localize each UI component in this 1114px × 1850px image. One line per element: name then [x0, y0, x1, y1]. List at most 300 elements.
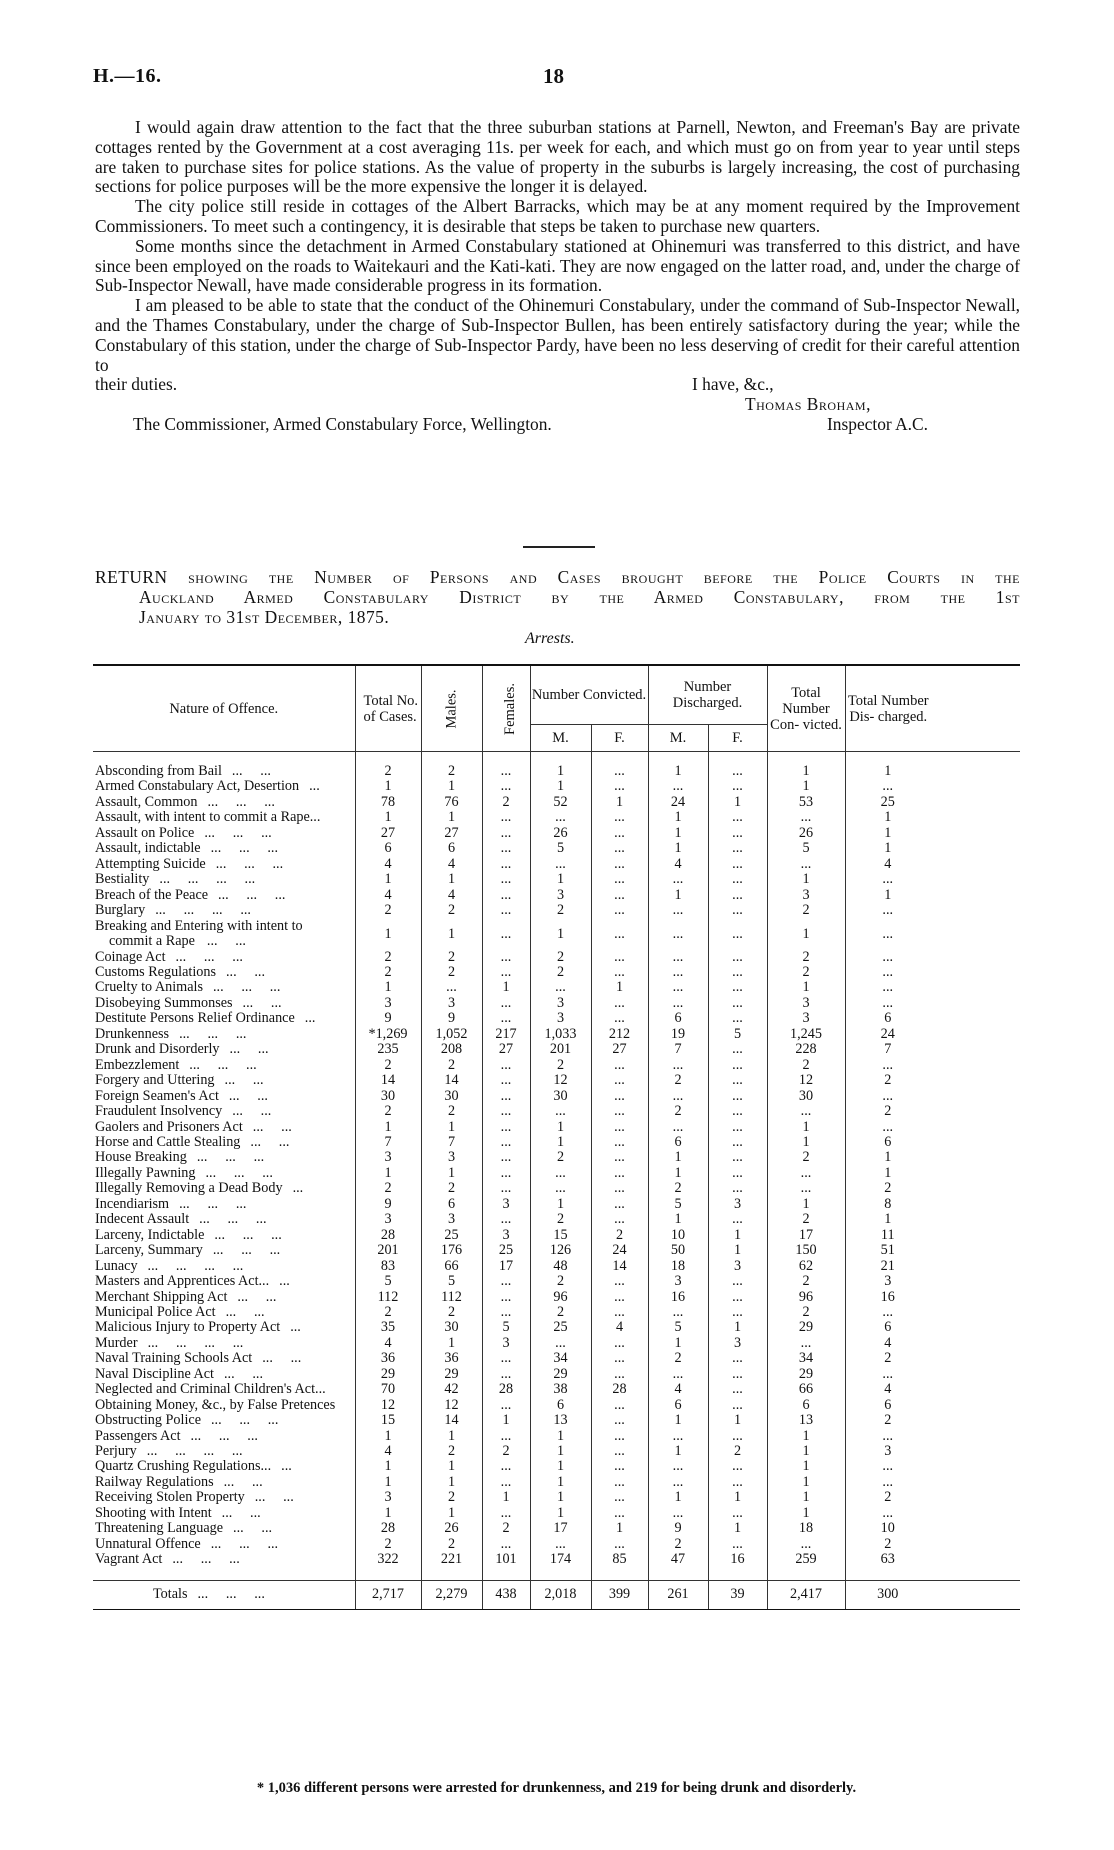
- section-divider: [523, 546, 595, 548]
- cell-offence: [93, 872, 355, 887]
- cell-convicted-m: 2: [530, 903, 591, 918]
- header-convicted: Number Convicted.: [530, 666, 648, 725]
- cell-convicted-f: ...: [591, 1351, 648, 1366]
- cell-convicted-m: 2: [530, 965, 591, 980]
- cell-total-convicted: 2: [767, 1274, 845, 1289]
- cell-total-convicted: 13: [767, 1413, 845, 1428]
- cell-total-cases: 3: [355, 1490, 421, 1505]
- cell-total-convicted: 29: [767, 1320, 845, 1335]
- cell-convicted-f: ...: [591, 1490, 648, 1505]
- cell-males: 66: [421, 1259, 482, 1274]
- cell-females: 3: [482, 1228, 530, 1243]
- table-row: [93, 1135, 1020, 1150]
- cell-convicted-m: 17: [530, 1521, 591, 1536]
- cell-discharged-m: 1: [648, 1490, 708, 1505]
- cell-total-cases: 35: [355, 1320, 421, 1335]
- cell-discharged-m: 4: [648, 857, 708, 872]
- leader-dots: ... ... ... ...: [147, 1258, 244, 1274]
- cell-convicted-m: 26: [530, 826, 591, 841]
- cell-males: 2: [421, 1537, 482, 1552]
- cell-discharged-m: 1: [648, 1150, 708, 1165]
- cell-males: 1: [421, 1459, 482, 1474]
- cell-convicted-m: 2: [530, 1305, 591, 1320]
- cell-total-discharged: ...: [845, 872, 1020, 887]
- report-code: H.—16.: [93, 65, 162, 87]
- cell-convicted-f: ...: [591, 1104, 648, 1119]
- cell-total-cases: 83: [355, 1259, 421, 1274]
- cell-males: 1: [421, 1166, 482, 1181]
- offence-name-line: commit a Rape: [109, 933, 195, 950]
- cell-convicted-m: 2: [530, 1212, 591, 1227]
- cell-total-convicted: 96: [767, 1290, 845, 1305]
- cell-convicted-f: 24: [591, 1243, 648, 1258]
- cell-total-convicted: 2: [767, 950, 845, 965]
- cell-total-cases: 322: [355, 1552, 421, 1567]
- offence-name: Armed Constabulary Act, Desertion: [95, 779, 300, 795]
- cell-discharged-m: 6: [648, 1135, 708, 1150]
- return-title-line: Auckland Armed Constabulary District by the Armed Constabulary, from the 1st: [139, 587, 1020, 607]
- leader-dots: ... ...: [206, 933, 246, 950]
- cell-convicted-m: 12: [530, 1073, 591, 1088]
- cell-total-convicted: 26: [767, 826, 845, 841]
- cell-males: 5: [421, 1274, 482, 1289]
- cell-males: 3: [421, 1212, 482, 1227]
- table-row: [93, 779, 1020, 794]
- offence-name: Gaolers and Prisoners Act: [95, 1119, 243, 1135]
- table-row: [93, 1150, 1020, 1165]
- cell-total-cases: 201: [355, 1243, 421, 1258]
- offence-name: Coinage Act: [95, 949, 166, 965]
- cell-convicted-m: ...: [530, 857, 591, 872]
- cell-offence: [93, 1580, 355, 1609]
- table-row: [93, 1382, 1020, 1397]
- table-row: [93, 1027, 1020, 1042]
- cell-discharged-f: 1: [708, 1413, 767, 1428]
- leader-dots: ... ... ...: [212, 1243, 281, 1259]
- cell-total-discharged: 25: [845, 795, 1020, 810]
- cell-offence: [93, 888, 355, 903]
- cell-convicted-f: ...: [591, 1367, 648, 1382]
- cell-convicted-f: ...: [591, 1197, 648, 1212]
- cell-offence: [93, 1228, 355, 1243]
- header-total-cases: Total No. of Cases.: [355, 666, 421, 752]
- cell-total-cases: 12: [355, 1398, 421, 1413]
- cell-males: 26: [421, 1521, 482, 1536]
- cell-males: 27: [421, 826, 482, 841]
- leader-dots: ... ... ... ...: [146, 1444, 243, 1460]
- cell-total-cases: 1: [355, 1166, 421, 1181]
- leader-dots: ... ... ...: [211, 1413, 279, 1429]
- cell-females: ...: [482, 996, 530, 1011]
- cell-females: ...: [482, 1089, 530, 1104]
- cell-females: ...: [482, 826, 530, 841]
- cell-offence: [93, 1027, 355, 1042]
- offence-name: Drunkenness: [95, 1026, 170, 1042]
- return-title: [95, 567, 1020, 627]
- cell-males: 2,279: [421, 1580, 482, 1609]
- cell-discharged-m: 5: [648, 1320, 708, 1335]
- cell-convicted-f: ...: [591, 1166, 648, 1181]
- table-row: [93, 1073, 1020, 1088]
- leader-dots: ... ... ...: [179, 1196, 247, 1212]
- leader-dots: ... ...: [223, 1474, 263, 1490]
- cell-offence: [93, 1336, 355, 1351]
- cell-convicted-m: 96: [530, 1290, 591, 1305]
- cell-total-cases: 1: [355, 1459, 421, 1474]
- cell-females: 1: [482, 980, 530, 995]
- cell-discharged-m: 1: [648, 1212, 708, 1227]
- cell-discharged-f: ...: [708, 1274, 767, 1289]
- cell-discharged-f: 3: [708, 1336, 767, 1351]
- cell-convicted-f: ...: [591, 903, 648, 918]
- offence-name: Disobeying Summonses: [95, 995, 233, 1011]
- offence-name: Assault, indictable: [95, 841, 201, 857]
- cell-convicted-f: ...: [591, 810, 648, 825]
- cell-total-discharged: 6: [845, 1135, 1020, 1150]
- cell-convicted-m: 1: [530, 1120, 591, 1135]
- leader-dots: ...: [281, 1459, 292, 1475]
- leader-dots: ... ... ...: [199, 1212, 267, 1228]
- cell-total-discharged: 4: [845, 1382, 1020, 1397]
- cell-discharged-m: 2: [648, 1537, 708, 1552]
- cell-total-discharged: 1: [845, 1166, 1020, 1181]
- cell-discharged-m: ...: [648, 779, 708, 794]
- cell-females: 2: [482, 1444, 530, 1459]
- cell-offence: [93, 1042, 355, 1057]
- cell-discharged-m: ...: [648, 1367, 708, 1382]
- table-row: [93, 1228, 1020, 1243]
- cell-total-discharged: 21: [845, 1259, 1020, 1274]
- table-gap-row: [93, 1568, 1020, 1581]
- cell-females: 2: [482, 1521, 530, 1536]
- cell-total-convicted: 18: [767, 1521, 845, 1536]
- cell-convicted-m: 3: [530, 1011, 591, 1026]
- cell-discharged-f: ...: [708, 1459, 767, 1474]
- leader-dots: ... ... ...: [179, 1026, 247, 1042]
- cell-males: 1: [421, 1429, 482, 1444]
- offence-name: Neglected and Criminal Children's Act...: [95, 1382, 326, 1398]
- offence-name: Obstructing Police: [95, 1413, 201, 1429]
- cell-total-discharged: 4: [845, 1336, 1020, 1351]
- leader-dots: ... ... ...: [210, 1536, 279, 1552]
- cell-convicted-m: 48: [530, 1259, 591, 1274]
- cell-convicted-f: ...: [591, 950, 648, 965]
- cell-total-discharged: 3: [845, 1274, 1020, 1289]
- leader-dots: ...: [279, 1274, 290, 1290]
- offence-name: Assault on Police: [95, 825, 195, 841]
- table-caption: Arrests.: [525, 630, 575, 647]
- offence-name: Lunacy: [95, 1258, 138, 1274]
- cell-discharged-m: ...: [648, 1305, 708, 1320]
- cell-discharged-f: ...: [708, 826, 767, 841]
- cell-total-convicted: 53: [767, 795, 845, 810]
- cell-offence: [93, 965, 355, 980]
- cell-total-cases: 28: [355, 1228, 421, 1243]
- offence-name: Larceny, Indictable: [95, 1227, 205, 1243]
- cell-females: ...: [482, 1150, 530, 1165]
- cell-offence: [93, 1135, 355, 1150]
- cell-total-cases: 3: [355, 996, 421, 1011]
- table-row: [93, 1351, 1020, 1366]
- leader-dots: ... ...: [226, 964, 266, 980]
- cell-total-discharged: 63: [845, 1552, 1020, 1567]
- cell-females: ...: [482, 1120, 530, 1135]
- cell-discharged-f: ...: [708, 1104, 767, 1119]
- cell-females: 5: [482, 1320, 530, 1335]
- cell-total-discharged: 1: [845, 764, 1020, 779]
- cell-discharged-f: ...: [708, 841, 767, 856]
- return-title-line: January to 31st December, 1875.: [139, 607, 390, 627]
- cell-convicted-m: ...: [530, 810, 591, 825]
- cell-convicted-m: 1: [530, 779, 591, 794]
- cell-females: ...: [482, 1398, 530, 1413]
- cell-total-cases: 1: [355, 810, 421, 825]
- cell-males: 2: [421, 764, 482, 779]
- cell-convicted-m: 1: [530, 1135, 591, 1150]
- cell-offence: [93, 1382, 355, 1397]
- cell-males: 2: [421, 1305, 482, 1320]
- cell-females: ...: [482, 1011, 530, 1026]
- cell-convicted-f: ...: [591, 1413, 648, 1428]
- cell-total-convicted: ...: [767, 857, 845, 872]
- cell-total-discharged: 8: [845, 1197, 1020, 1212]
- cell-total-cases: 36: [355, 1351, 421, 1366]
- cell-total-discharged: 1: [845, 826, 1020, 841]
- cell-discharged-f: ...: [708, 1011, 767, 1026]
- cell-discharged-f: ...: [708, 764, 767, 779]
- leader-dots: [335, 1398, 345, 1413]
- cell-males: 9: [421, 1011, 482, 1026]
- cell-discharged-m: ...: [648, 1506, 708, 1521]
- cell-females: ...: [482, 1135, 530, 1150]
- cell-convicted-f: ...: [591, 872, 648, 887]
- cell-offence: [93, 903, 355, 918]
- cell-convicted-m: 6: [530, 1398, 591, 1413]
- cell-total-discharged: 16: [845, 1290, 1020, 1305]
- addressee-row: [95, 415, 1020, 435]
- cell-convicted-m: 174: [530, 1552, 591, 1567]
- cell-offence: [93, 1120, 355, 1135]
- offence-name: Quartz Crushing Regulations...: [95, 1459, 272, 1475]
- closing-row: [95, 375, 1020, 395]
- cell-females: 1: [482, 1413, 530, 1428]
- cell-convicted-m: 2: [530, 950, 591, 965]
- table-row: [93, 996, 1020, 1011]
- table-row: [93, 1521, 1020, 1536]
- cell-offence: [93, 1011, 355, 1026]
- table-row: [93, 1011, 1020, 1026]
- cell-males: 25: [421, 1228, 482, 1243]
- cell-offence: [93, 1089, 355, 1104]
- cell-discharged-f: 5: [708, 1027, 767, 1042]
- cell-females: ...: [482, 1305, 530, 1320]
- cell-discharged-f: ...: [708, 1058, 767, 1073]
- cell-females: ...: [482, 1073, 530, 1088]
- cell-offence: [93, 1305, 355, 1320]
- cell-discharged-m: 261: [648, 1580, 708, 1609]
- cell-discharged-m: 9: [648, 1521, 708, 1536]
- cell-convicted-f: ...: [591, 841, 648, 856]
- cell-convicted-f: 27: [591, 1042, 648, 1057]
- cell-offence: [93, 980, 355, 995]
- cell-females: ...: [482, 1351, 530, 1366]
- cell-discharged-f: ...: [708, 1506, 767, 1521]
- table-row: [93, 1089, 1020, 1104]
- offence-name: Totals: [153, 1585, 188, 1602]
- cell-males: 1: [421, 1336, 482, 1351]
- leader-dots: ... ...: [242, 995, 282, 1011]
- addressee: The Commissioner, Armed Constabulary Force, Wellington.: [133, 414, 552, 435]
- cell-total-cases: 1: [355, 919, 421, 950]
- cell-males: 76: [421, 795, 482, 810]
- cell-total-convicted: ...: [767, 810, 845, 825]
- cell-discharged-f: 3: [708, 1259, 767, 1274]
- offence-name: Breach of the Peace: [95, 887, 209, 903]
- header-males: Males.: [421, 666, 482, 752]
- cell-discharged-m: 6: [648, 1398, 708, 1413]
- leader-dots: ... ...: [232, 1104, 272, 1120]
- leader-dots: ... ... ... ...: [155, 903, 251, 919]
- table-row: [93, 1537, 1020, 1552]
- cell-males: 2: [421, 1444, 482, 1459]
- table-row: [93, 1212, 1020, 1227]
- cell-total-cases: 9: [355, 1197, 421, 1212]
- offence-name: Vagrant Act: [95, 1552, 163, 1568]
- cell-discharged-m: 2: [648, 1181, 708, 1196]
- cell-discharged-f: ...: [708, 1166, 767, 1181]
- cell-total-cases: 2: [355, 950, 421, 965]
- leader-dots: ... ...: [254, 1490, 294, 1506]
- cell-total-discharged: ...: [845, 779, 1020, 794]
- cell-females: ...: [482, 810, 530, 825]
- cell-discharged-f: ...: [708, 965, 767, 980]
- cell-convicted-m: 2,018: [530, 1580, 591, 1609]
- return-title-line: RETURN showing the Number of Persons and Cases brought before the Police Courts in the: [95, 567, 1020, 587]
- cell-convicted-m: 15: [530, 1228, 591, 1243]
- cell-males: 6: [421, 1197, 482, 1212]
- cell-convicted-f: ...: [591, 1398, 648, 1413]
- cell-discharged-f: 1: [708, 795, 767, 810]
- cell-offence: [93, 1398, 355, 1413]
- table-row: [93, 1305, 1020, 1320]
- leader-dots: ... ... ...: [197, 1585, 265, 1602]
- cell-females: ...: [482, 919, 530, 950]
- cell-convicted-m: 1: [530, 1197, 591, 1212]
- cell-total-discharged: 10: [845, 1521, 1020, 1536]
- offence-name: Cruelty to Animals: [95, 980, 203, 996]
- offence-name: Passengers Act: [95, 1428, 181, 1444]
- cell-total-convicted: 12: [767, 1073, 845, 1088]
- cell-females: ...: [482, 1104, 530, 1119]
- page-number: 18: [543, 64, 564, 88]
- cell-females: ...: [482, 1274, 530, 1289]
- closing-have: I have, &c.,: [692, 374, 774, 395]
- cell-discharged-f: ...: [708, 779, 767, 794]
- leader-dots: ... ...: [262, 1351, 302, 1367]
- cell-convicted-f: 1: [591, 980, 648, 995]
- cell-total-discharged: ...: [845, 1058, 1020, 1073]
- cell-offence: [93, 1351, 355, 1366]
- cell-convicted-f: ...: [591, 857, 648, 872]
- cell-convicted-m: 29: [530, 1367, 591, 1382]
- cell-total-convicted: 1: [767, 1197, 845, 1212]
- offence-name: Perjury: [95, 1444, 137, 1460]
- arrests-table-wrap: [93, 664, 1020, 1610]
- cell-males: 6: [421, 841, 482, 856]
- cell-males: 1: [421, 1120, 482, 1135]
- offence-name: Receiving Stolen Property: [95, 1490, 245, 1506]
- cell-convicted-f: 2: [591, 1228, 648, 1243]
- offence-name: Forgery and Uttering: [95, 1073, 215, 1089]
- cell-total-convicted: 1,245: [767, 1027, 845, 1042]
- cell-females: ...: [482, 903, 530, 918]
- cell-convicted-f: ...: [591, 1290, 648, 1305]
- offence-name: Embezzlement: [95, 1057, 180, 1073]
- cell-convicted-m: ...: [530, 1537, 591, 1552]
- cell-convicted-f: ...: [591, 1089, 648, 1104]
- cell-total-convicted: 1: [767, 980, 845, 995]
- cell-offence: [93, 1521, 355, 1536]
- letter-paragraph: I would again draw attention to the fact that the three suburban stations at Parnell, Newton, and Freeman's Bay are private cottages rented by the Government at a cost averaging 11s. per week for each, and which must go on from year to year until steps are taken to purchase sites for police stations. As the value of property in the suburbs is largely increasing, the cost of purchasing sections for police purposes will be the more expensive the longer it is delayed.: [95, 117, 1020, 197]
- cell-males: 2: [421, 1058, 482, 1073]
- cell-offence: [93, 1490, 355, 1505]
- table-row: [93, 1429, 1020, 1444]
- cell-total-convicted: 259: [767, 1552, 845, 1567]
- cell-females: 3: [482, 1197, 530, 1212]
- offence-name: Larceny, Summary: [95, 1243, 203, 1259]
- offence-name: Obtaining Money, &c., by False Pretences: [95, 1397, 336, 1413]
- cell-discharged-m: ...: [648, 919, 708, 950]
- cell-convicted-m: 13: [530, 1413, 591, 1428]
- cell-total-discharged: 2: [845, 1490, 1020, 1505]
- cell-discharged-m: 19: [648, 1027, 708, 1042]
- cell-total-convicted: 1: [767, 1120, 845, 1135]
- cell-total-cases: 235: [355, 1042, 421, 1057]
- leader-dots: ... ...: [228, 1088, 268, 1104]
- cell-discharged-f: ...: [708, 1181, 767, 1196]
- totals-row: [93, 1580, 1020, 1609]
- cell-total-discharged: 1: [845, 1212, 1020, 1227]
- cell-convicted-f: 4: [591, 1320, 648, 1335]
- cell-offence: [93, 1459, 355, 1474]
- leader-dots: ... ...: [224, 1073, 264, 1089]
- cell-females: ...: [482, 1459, 530, 1474]
- cell-offence: [93, 1212, 355, 1227]
- cell-total-discharged: 11: [845, 1228, 1020, 1243]
- cell-convicted-m: 1: [530, 1429, 591, 1444]
- cell-total-cases: 1: [355, 779, 421, 794]
- cell-total-convicted: 228: [767, 1042, 845, 1057]
- cell-discharged-m: ...: [648, 950, 708, 965]
- cell-convicted-f: 1: [591, 1521, 648, 1536]
- cell-total-convicted: 66: [767, 1382, 845, 1397]
- cell-offence: [93, 950, 355, 965]
- table-row: [93, 980, 1020, 995]
- cell-convicted-f: ...: [591, 1429, 648, 1444]
- cell-discharged-f: ...: [708, 1212, 767, 1227]
- table-row: [93, 795, 1020, 810]
- cell-discharged-m: 1: [648, 1413, 708, 1428]
- leader-dots: ...: [309, 779, 320, 795]
- header-females: Females.: [482, 666, 530, 752]
- cell-offence: [93, 1058, 355, 1073]
- cell-total-discharged: ...: [845, 1459, 1020, 1474]
- cell-males: 1: [421, 1475, 482, 1490]
- cell-total-discharged: ...: [845, 980, 1020, 995]
- cell-total-discharged: 2: [845, 1181, 1020, 1196]
- cell-convicted-m: 34: [530, 1351, 591, 1366]
- letter-paragraph: Some months since the detachment in Armed Constabulary stationed at Ohinemuri was transferred to this district, and have since been employed on the roads to Waitekauri and the Kati-kati. They are now engaged on the latter road, and, under the charge of Sub-Inspector Newall, have made considerable progress in its formation.: [95, 235, 1020, 296]
